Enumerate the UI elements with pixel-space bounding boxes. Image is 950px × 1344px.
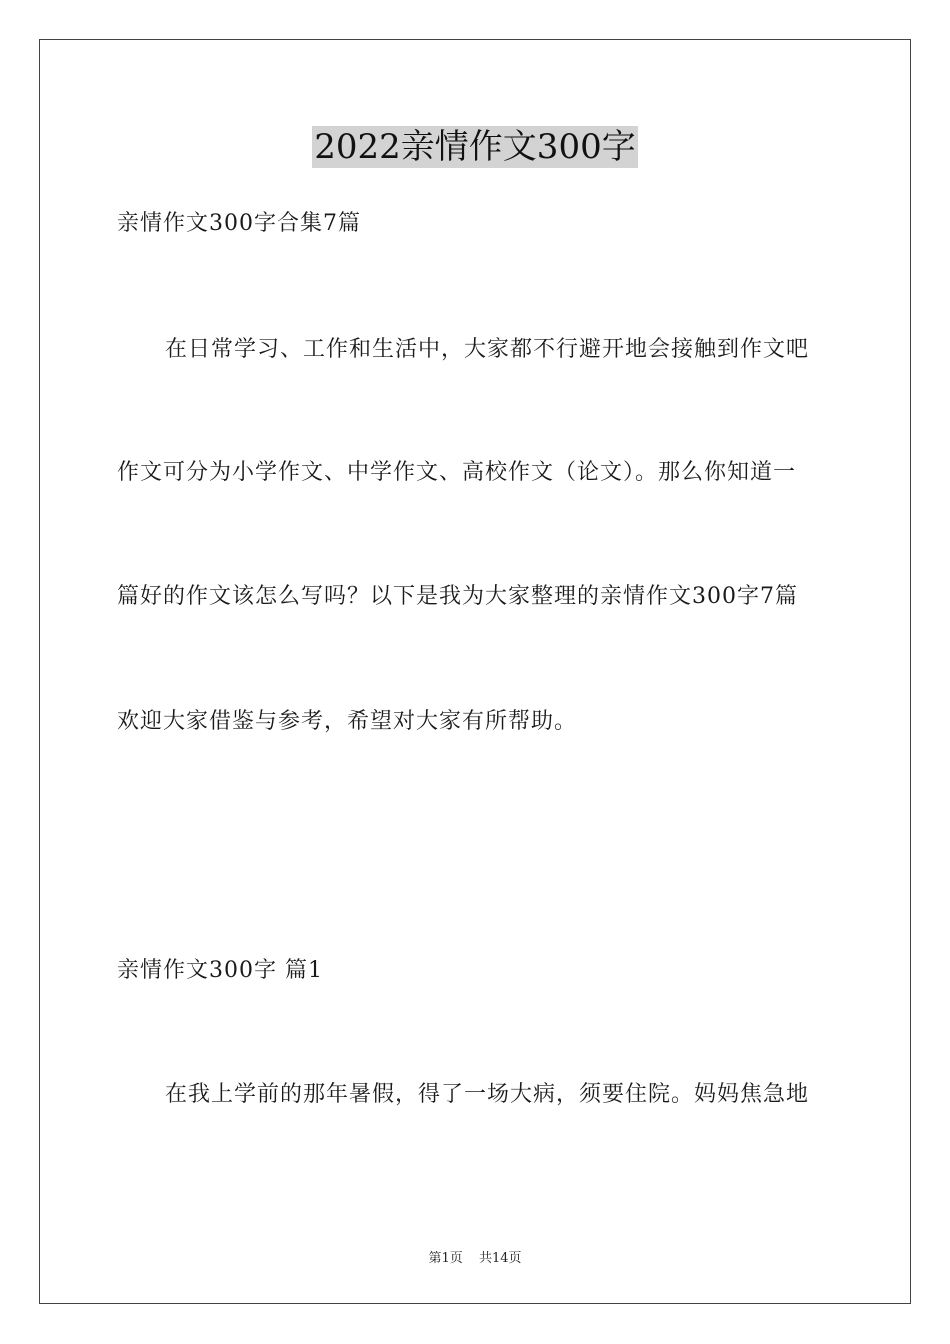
page-footer	[0, 1247, 950, 1266]
section-heading: 亲情作文300字 篇1	[117, 958, 323, 983]
title-container	[0, 126, 950, 168]
document-title: 2022亲情作文300字	[314, 127, 636, 167]
intro-line-4: 欢迎大家借鉴与参考，希望对大家有所帮助。	[117, 709, 578, 734]
intro-line-2: 作文可分为小学作文、中学作文、高校作文（论文）。那么你知道一	[117, 460, 797, 485]
section-first-line: 在我上学前的那年暑假，得了一场大病，须要住院。妈妈焦急地	[165, 1082, 810, 1107]
document-subtitle: 亲情作文300字合集7篇	[117, 211, 361, 236]
page-total: 共14页	[478, 1251, 522, 1266]
intro-line-1: 在日常学习、工作和生活中，大家都不行避开地会接触到作文吧	[165, 337, 810, 362]
intro-line-3: 篇好的作文该怎么写吗？以下是我为大家整理的亲情作文300字7篇	[117, 584, 798, 609]
page-number: 第1页	[428, 1251, 463, 1266]
